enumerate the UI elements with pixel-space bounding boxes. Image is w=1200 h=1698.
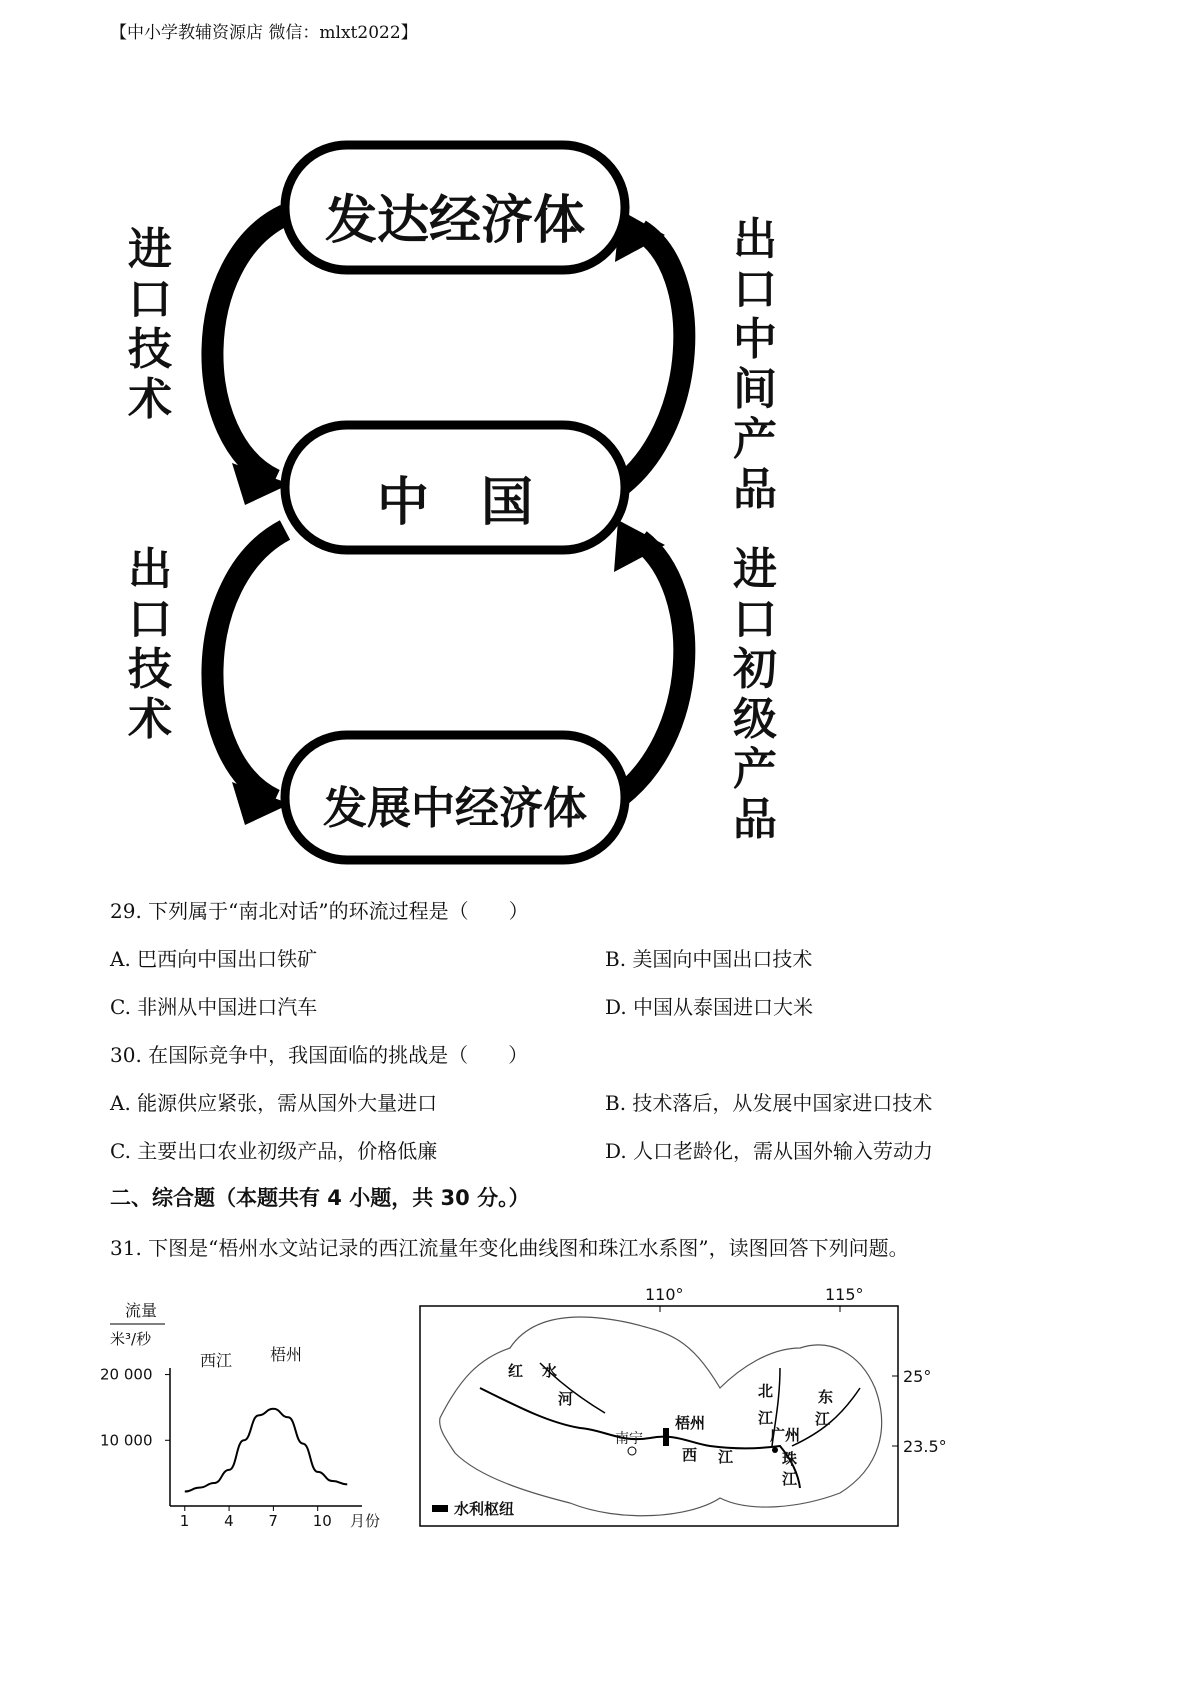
- arrow-import-tech: [212, 215, 285, 480]
- q30-option-c: C. 主要出口农业初级产品，价格低廉: [110, 1139, 438, 1163]
- label-import-tech: 进口技术: [128, 224, 172, 425]
- header-watermark: 【中小学教辅资源店 微信：mlxt2022】: [110, 23, 418, 43]
- label-export-tech: 出口技术: [128, 544, 172, 745]
- river-char-hong: 红: [508, 1362, 524, 1380]
- river-char-shui: 水: [542, 1362, 558, 1380]
- river-char-he: 河: [558, 1390, 574, 1408]
- node-developing-label: 发展中经济体: [323, 783, 587, 834]
- arrow-export-tech: [212, 530, 285, 800]
- flow-series-line: [185, 1409, 347, 1492]
- label-import-primary: 进口初级产品: [733, 544, 777, 845]
- place-wuzhou: 梧州: [675, 1414, 706, 1432]
- q29-option-c: C. 非洲从中国进口汽车: [110, 995, 318, 1019]
- q30-option-a: A. 能源供应紧张，需从国外大量进口: [110, 1091, 438, 1115]
- legend-dam-label: 水利枢纽: [454, 1500, 515, 1518]
- x-tick-label: 10: [312, 1512, 332, 1530]
- q29-option-b: B. 美国向中国出口技术: [605, 947, 813, 971]
- y-tick-label: 20 000: [100, 1365, 153, 1384]
- lon-label-110: 110°: [645, 1285, 684, 1304]
- label-export-intermediate: 出口中间产品: [733, 214, 777, 515]
- x-tick-label: 7: [268, 1512, 278, 1530]
- question-29: 29. 下列属于“南北对话”的环流过程是（ ）: [110, 899, 529, 923]
- q30-option-b: B. 技术落后，从发展中国家进口技术: [605, 1091, 933, 1115]
- chart-ylabel-1: 流量: [125, 1301, 158, 1320]
- flow-chart: [100, 1290, 400, 1530]
- section-title: 二、综合题（本题共有 4 小题，共 30 分。）: [110, 1186, 530, 1210]
- dam-marker: [663, 1428, 669, 1446]
- chart-xlabel: 月份: [350, 1512, 381, 1530]
- chart-ylabel-2: 米³/秒: [110, 1330, 152, 1348]
- arrow-import-primary: [615, 540, 684, 800]
- node-developed-label: 发达经济体: [324, 191, 585, 251]
- q29-option-d: D. 中国从泰国进口大米: [605, 995, 814, 1019]
- river-char-bei: 北: [758, 1382, 774, 1400]
- lat-label-25: 25°: [903, 1367, 932, 1386]
- node-china-label: 中 国: [376, 473, 533, 533]
- q30-option-d: D. 人口老龄化，需从国外输入劳动力: [605, 1139, 934, 1163]
- river-char-jiang-4: 江: [782, 1470, 798, 1488]
- river-char-zhu: 珠: [782, 1450, 798, 1468]
- legend-dam-icon: [432, 1505, 448, 1512]
- question-31: 31. 下图是“梧州水文站记录的西江流量年变化曲线图和珠江水系图”，读图回答下列问题。: [110, 1236, 909, 1260]
- river-char-dong: 东: [818, 1388, 834, 1406]
- river-char-jiang-1: 江: [758, 1409, 774, 1427]
- place-nanning: 南宁: [615, 1431, 643, 1447]
- question-30: 30. 在国际竞争中，我国面临的挑战是（ ）: [110, 1043, 529, 1067]
- river-char-xi: 西: [682, 1446, 698, 1464]
- lat-label-23-5: 23.5°: [903, 1437, 947, 1456]
- place-guangzhou: 广州: [770, 1426, 801, 1444]
- x-tick-label: 4: [224, 1512, 234, 1530]
- x-tick-label: 1: [179, 1512, 190, 1530]
- series-label-xijiang: 西江: [200, 1351, 233, 1370]
- y-tick-label: 10 000: [100, 1431, 153, 1450]
- series-label-wuzhou: 梧州: [270, 1345, 303, 1364]
- river-char-jiang-3: 江: [718, 1448, 734, 1466]
- guangzhou-marker: [772, 1447, 778, 1453]
- pearl-river-map: [420, 1278, 947, 1528]
- lon-label-115: 115°: [825, 1285, 864, 1304]
- river-char-jiang-2: 江: [815, 1410, 831, 1428]
- arrow-export-intermediate: [615, 230, 684, 490]
- q29-option-a: A. 巴西向中国出口铁矿: [110, 947, 318, 971]
